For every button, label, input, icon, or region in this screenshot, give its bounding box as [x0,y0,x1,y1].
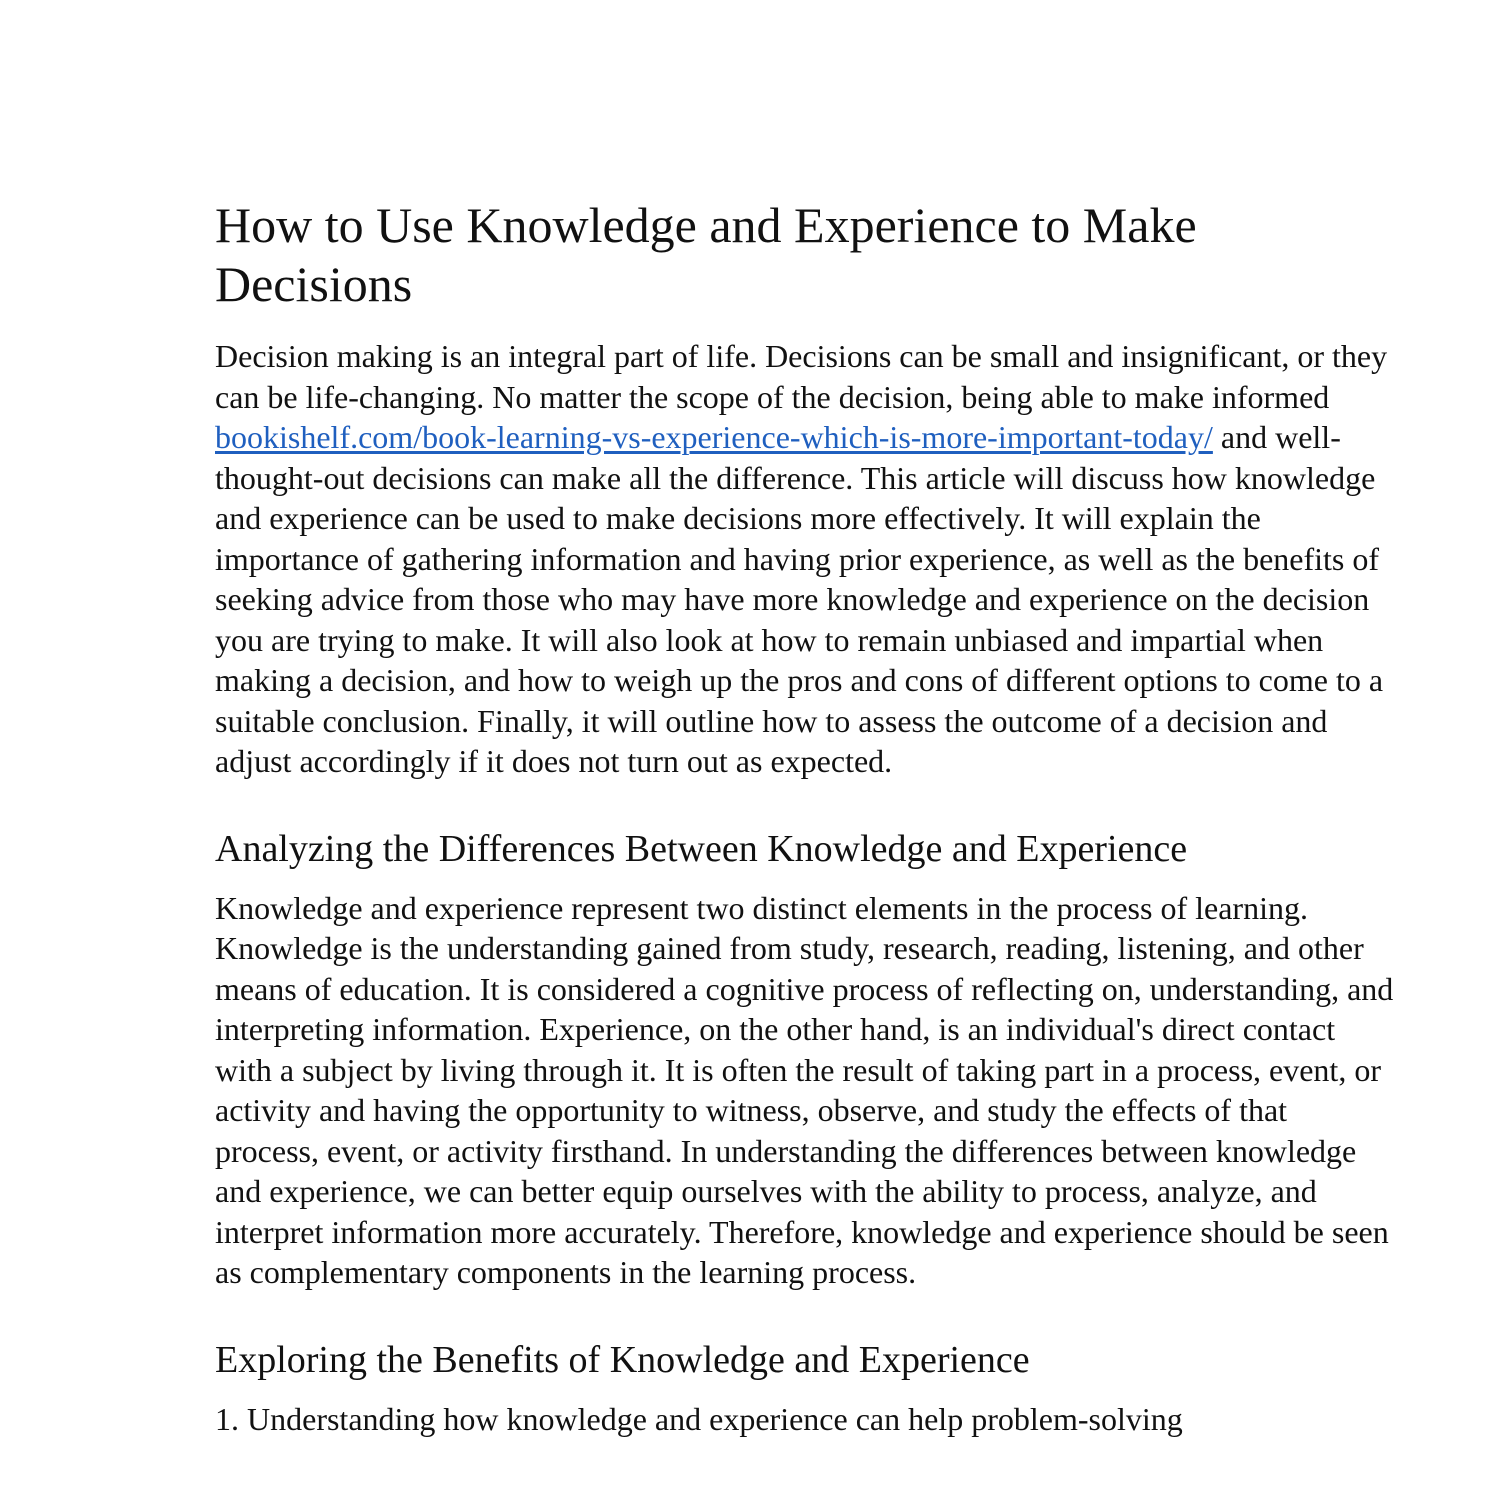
intro-text-before-link: Decision making is an integral part of life. Decisions can be small and insignificant, or they can be life-changing. No matter the scope of the decision, being able to make informed [215,338,1388,415]
intro-text-after-link: and well-thought-out decisions can make all the difference. This article will discuss how knowledge and experience can be used to make decisions more effectively. It will explain the importance of gathering information and having prior experience, as well as the benefits of seeking advice from those who may have more knowledge and experience on the decision you are trying to make. It will also look at how to remain unbiased and impartial when making a decision, and how to weigh up the pros and cons of different options to come to a suitable conclusion. Finally, it will outline how to assess the outcome of a decision and adjust accordingly if it does not turn out as expected. [215,419,1384,779]
document-page [215,196,1395,1439]
section-body-differences: Knowledge and experience represent two distinct elements in the process of learning. Knowledge is the understanding gained from study, research, reading, listening, and other means of education. It is considered a cognitive process of reflecting on, understanding, and interpreting information. Experience, on the other hand, is an individual's direct contact with a subject by living through it. It is often the result of taking part in a process, event, or activity and having the opportunity to witness, observe, and study the effects of that process, event, or activity firsthand. In understanding the differences between knowledge and experience, we can better equip ourselves with the ability to process, analyze, and interpret information more accurately. Therefore, knowledge and experience should be seen as complementary components in the learning process. [215,889,1394,1290]
list-item: 1. Understanding how knowledge and experience can help problem-solving [215,1400,1183,1437]
document-title: How to Use Knowledge and Experience to Make Decisions [215,197,1197,312]
section-heading-differences: Analyzing the Differences Between Knowledge and Experience [215,827,1188,870]
section-heading-benefits: Exploring the Benefits of Knowledge and Experience [215,1338,1030,1381]
intro-paragraph [215,336,1395,782]
article-link[interactable]: bookishelf.com/book-learning-vs-experience-which-is-more-important-today/ [215,419,1213,455]
